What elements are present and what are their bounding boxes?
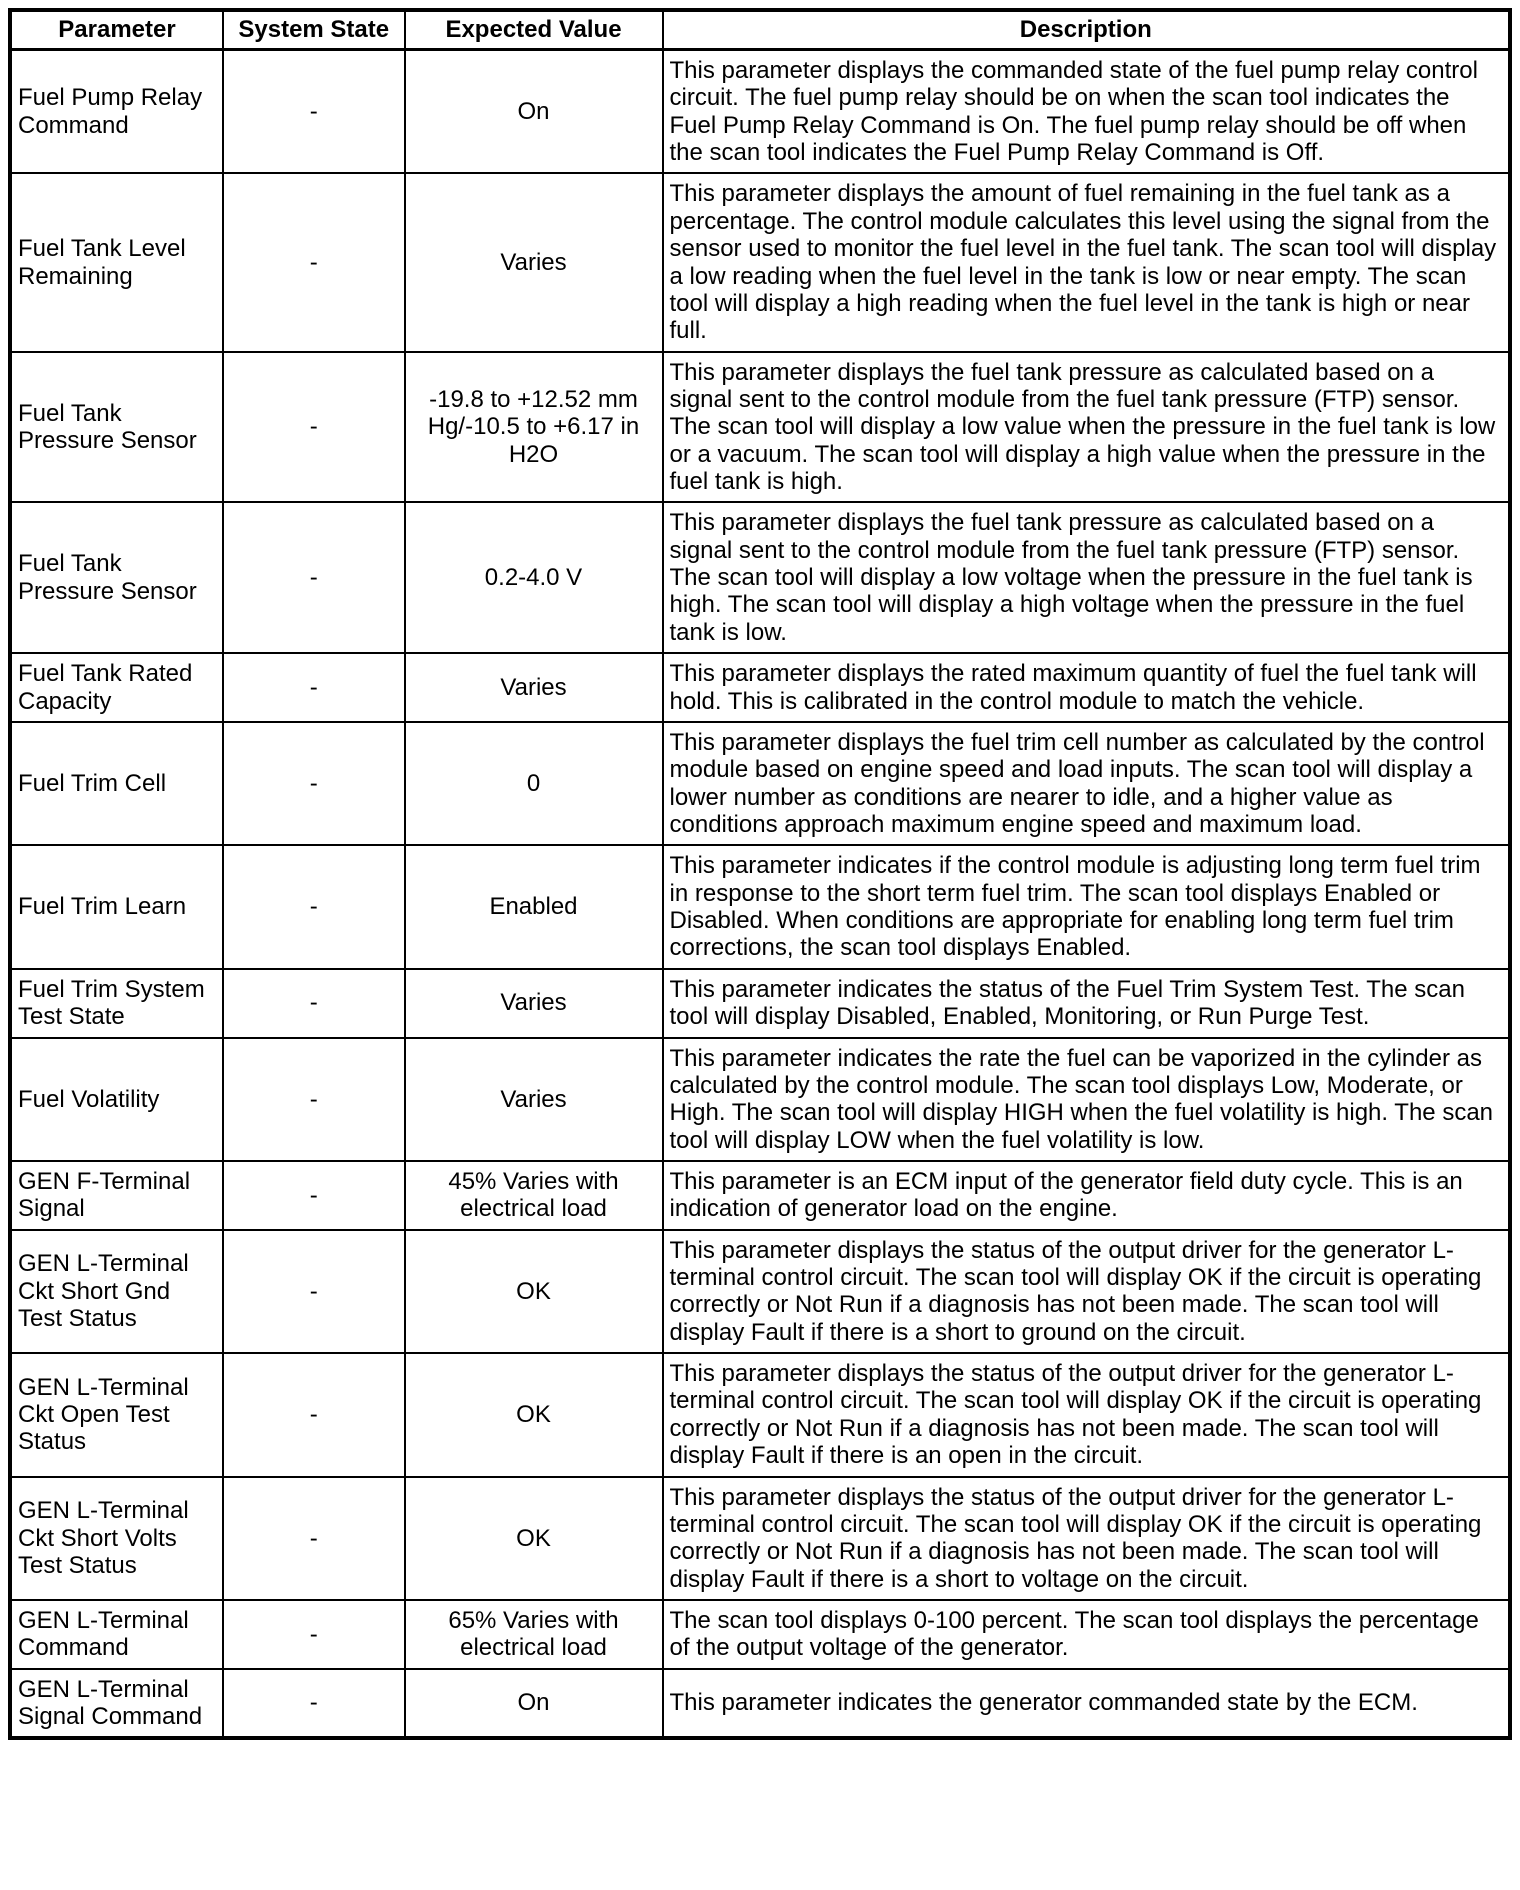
parameter-cell: Fuel Tank Pressure Sensor	[10, 352, 223, 503]
system-state-cell: -	[223, 1161, 405, 1230]
expected-value-cell: -19.8 to +12.52 mm Hg/-10.5 to +6.17 in H2O	[405, 352, 663, 503]
system-state-cell: -	[223, 50, 405, 174]
table-body	[10, 50, 1510, 1739]
parameter-cell: GEN L-Terminal Ckt Short Volts Test Status	[10, 1477, 223, 1600]
expected-value-cell: On	[405, 1669, 663, 1739]
description-cell: This parameter displays the fuel tank pressure as calculated based on a signal sent to the control module from the fuel tank pressure (FTP) sensor. The scan tool will display a low value when the pressure in the fuel tank is low or a vacuum. The scan tool will display a high value when the pressure in the fuel tank is high.	[663, 352, 1511, 503]
system-state-cell: -	[223, 653, 405, 722]
table-row	[10, 173, 1510, 351]
parameter-cell: GEN L-Terminal Signal Command	[10, 1669, 223, 1739]
parameter-cell: GEN L-Terminal Ckt Short Gnd Test Status	[10, 1230, 223, 1353]
table-row	[10, 845, 1510, 968]
expected-value-cell: OK	[405, 1230, 663, 1353]
table-row	[10, 50, 1510, 174]
expected-value-cell: Enabled	[405, 845, 663, 968]
parameter-cell: GEN L-Terminal Ckt Open Test Status	[10, 1353, 223, 1476]
parameter-cell: Fuel Trim Learn	[10, 845, 223, 968]
expected-value-cell: Varies	[405, 969, 663, 1038]
expected-value-cell: Varies	[405, 1038, 663, 1161]
system-state-cell: -	[223, 352, 405, 503]
description-cell: This parameter displays the status of the output driver for the generator L-terminal control circuit. The scan tool will display OK if the circuit is operating correctly or Not Run if a diagnosis has not been made. The scan tool will display Fault if there is a short to voltage on the circuit.	[663, 1477, 1511, 1600]
header-description: Description	[663, 10, 1511, 50]
description-cell: This parameter displays the amount of fuel remaining in the fuel tank as a percentage. The control module calculates this level using the signal from the sensor used to monitor the fuel level in the fuel tank. The scan tool will display a low reading when the fuel level in the tank is low or near empty. The scan tool will display a high reading when the fuel level in the tank is high or near full.	[663, 173, 1511, 351]
description-cell: This parameter displays the fuel tank pressure as calculated based on a signal sent to the control module from the fuel tank pressure (FTP) sensor. The scan tool will display a low voltage when the pressure in the fuel tank is high. The scan tool will display a high voltage when the pressure in the fuel tank is low.	[663, 502, 1511, 653]
expected-value-cell: 45% Varies with electrical load	[405, 1161, 663, 1230]
system-state-cell: -	[223, 1477, 405, 1600]
expected-value-cell: OK	[405, 1353, 663, 1476]
table-row	[10, 1161, 1510, 1230]
table-row	[10, 653, 1510, 722]
system-state-cell: -	[223, 1669, 405, 1739]
system-state-cell: -	[223, 845, 405, 968]
description-cell: This parameter indicates the status of the Fuel Trim System Test. The scan tool will display Disabled, Enabled, Monitoring, or Run Purge Test.	[663, 969, 1511, 1038]
parameter-cell: Fuel Trim System Test State	[10, 969, 223, 1038]
table-row	[10, 1230, 1510, 1353]
header-row	[10, 10, 1510, 50]
table-row	[10, 969, 1510, 1038]
table-row	[10, 1600, 1510, 1669]
table-row	[10, 1477, 1510, 1600]
expected-value-cell: On	[405, 50, 663, 174]
description-cell: This parameter displays the fuel trim cell number as calculated by the control module based on engine speed and load inputs. The scan tool will display a lower number as conditions are nearer to idle, and a higher value as conditions approach maximum engine speed and maximum load.	[663, 722, 1511, 845]
scan-tool-parameter-table	[8, 8, 1512, 1740]
description-cell: The scan tool displays 0-100 percent. The scan tool displays the percentage of the output voltage of the generator.	[663, 1600, 1511, 1669]
description-cell: This parameter indicates if the control module is adjusting long term fuel trim in response to the short term fuel trim. The scan tool displays Enabled or Disabled. When conditions are appropriate for enabling long term fuel trim corrections, the scan tool displays Enabled.	[663, 845, 1511, 968]
description-cell: This parameter is an ECM input of the generator field duty cycle. This is an indication of generator load on the engine.	[663, 1161, 1511, 1230]
expected-value-cell: Varies	[405, 653, 663, 722]
system-state-cell: -	[223, 1600, 405, 1669]
expected-value-cell: Varies	[405, 173, 663, 351]
description-cell: This parameter displays the commanded state of the fuel pump relay control circuit. The fuel pump relay should be on when the scan tool indicates the Fuel Pump Relay Command is On. The fuel pump relay should be off when the scan tool indicates the Fuel Pump Relay Command is Off.	[663, 50, 1511, 174]
system-state-cell: -	[223, 1230, 405, 1353]
system-state-cell: -	[223, 1038, 405, 1161]
description-cell: This parameter displays the rated maximum quantity of fuel the fuel tank will hold. This is calibrated in the control module to match the vehicle.	[663, 653, 1511, 722]
header-parameter: Parameter	[10, 10, 223, 50]
description-cell: This parameter indicates the generator commanded state by the ECM.	[663, 1669, 1511, 1739]
table-row	[10, 502, 1510, 653]
description-cell: This parameter displays the status of the output driver for the generator L-terminal control circuit. The scan tool will display OK if the circuit is operating correctly or Not Run if a diagnosis has not been made. The scan tool will display Fault if there is an open in the circuit.	[663, 1353, 1511, 1476]
description-cell: This parameter indicates the rate the fuel can be vaporized in the cylinder as calculated by the control module. The scan tool displays Low, Moderate, or High. The scan tool will display HIGH when the fuel volatility is high. The scan tool will display LOW when the fuel volatility is low.	[663, 1038, 1511, 1161]
table-header	[10, 10, 1510, 50]
parameter-cell: GEN L-Terminal Command	[10, 1600, 223, 1669]
parameter-cell: Fuel Tank Rated Capacity	[10, 653, 223, 722]
header-system-state: System State	[223, 10, 405, 50]
system-state-cell: -	[223, 722, 405, 845]
parameter-cell: Fuel Tank Level Remaining	[10, 173, 223, 351]
header-expected-value: Expected Value	[405, 10, 663, 50]
parameter-cell: GEN F-Terminal Signal	[10, 1161, 223, 1230]
expected-value-cell: 65% Varies with electrical load	[405, 1600, 663, 1669]
system-state-cell: -	[223, 969, 405, 1038]
parameter-cell: Fuel Volatility	[10, 1038, 223, 1161]
parameter-cell: Fuel Pump Relay Command	[10, 50, 223, 174]
description-cell: This parameter displays the status of the output driver for the generator L-terminal control circuit. The scan tool will display OK if the circuit is operating correctly or Not Run if a diagnosis has not been made. The scan tool will display Fault if there is a short to ground on the circuit.	[663, 1230, 1511, 1353]
parameter-cell: Fuel Tank Pressure Sensor	[10, 502, 223, 653]
expected-value-cell: 0.2-4.0 V	[405, 502, 663, 653]
table-row	[10, 1038, 1510, 1161]
parameter-cell: Fuel Trim Cell	[10, 722, 223, 845]
expected-value-cell: 0	[405, 722, 663, 845]
system-state-cell: -	[223, 502, 405, 653]
table-row	[10, 722, 1510, 845]
system-state-cell: -	[223, 173, 405, 351]
table-row	[10, 352, 1510, 503]
table-row	[10, 1669, 1510, 1739]
table-row	[10, 1353, 1510, 1476]
system-state-cell: -	[223, 1353, 405, 1476]
expected-value-cell: OK	[405, 1477, 663, 1600]
